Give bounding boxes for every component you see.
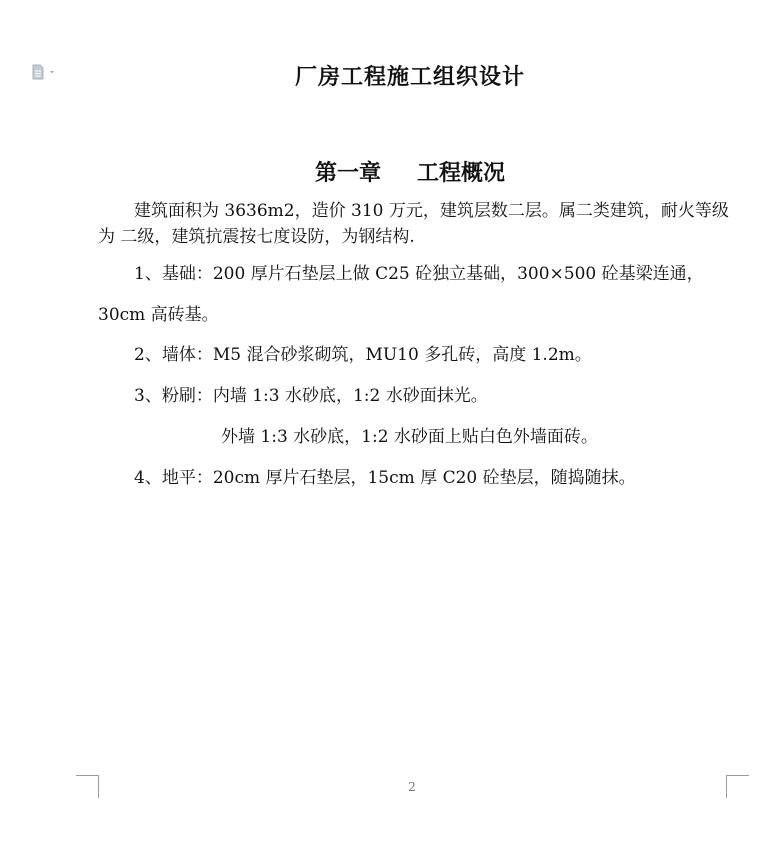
item-floor: 4、地平：20cm 厚片石垫层，15cm 厚 C20 砼垫层，随捣随抹。 bbox=[134, 468, 636, 488]
item-foundation: 1、基础：200 厚片石垫层上做 C25 砼独立基础，300×500 砼基梁连通， bbox=[134, 264, 704, 284]
chapter-name: 工程概况 bbox=[417, 160, 506, 186]
margin-mark-left bbox=[76, 775, 99, 798]
item-plastering-exterior: 外墙 1:3 水砂底，1:2 水砂面上贴白色外墙面砖。 bbox=[221, 427, 598, 447]
intro-paragraph: 建筑面积为 3636m2，造价 310 万元，建筑层数二层。属二类建筑，耐火等级为 二级，建筑抗震按七度设防，为钢结构. bbox=[98, 201, 729, 247]
margin-mark-right bbox=[726, 775, 749, 798]
chapter-number: 第一章 bbox=[314, 160, 381, 186]
page-number: 2 bbox=[408, 780, 416, 794]
chapter-heading bbox=[0, 156, 780, 187]
item-plastering: 3、粉刷：内墙 1:3 水砂底，1:2 水砂面抹光。 bbox=[134, 386, 488, 406]
document-title: 厂房工程施工组织设计 bbox=[294, 64, 525, 90]
item-walls: 2、墙体：M5 混合砂浆砌筑，MU10 多孔砖，高度 1.2m。 bbox=[134, 345, 592, 365]
item-foundation-continuation: 30cm 高砖基。 bbox=[98, 305, 219, 325]
